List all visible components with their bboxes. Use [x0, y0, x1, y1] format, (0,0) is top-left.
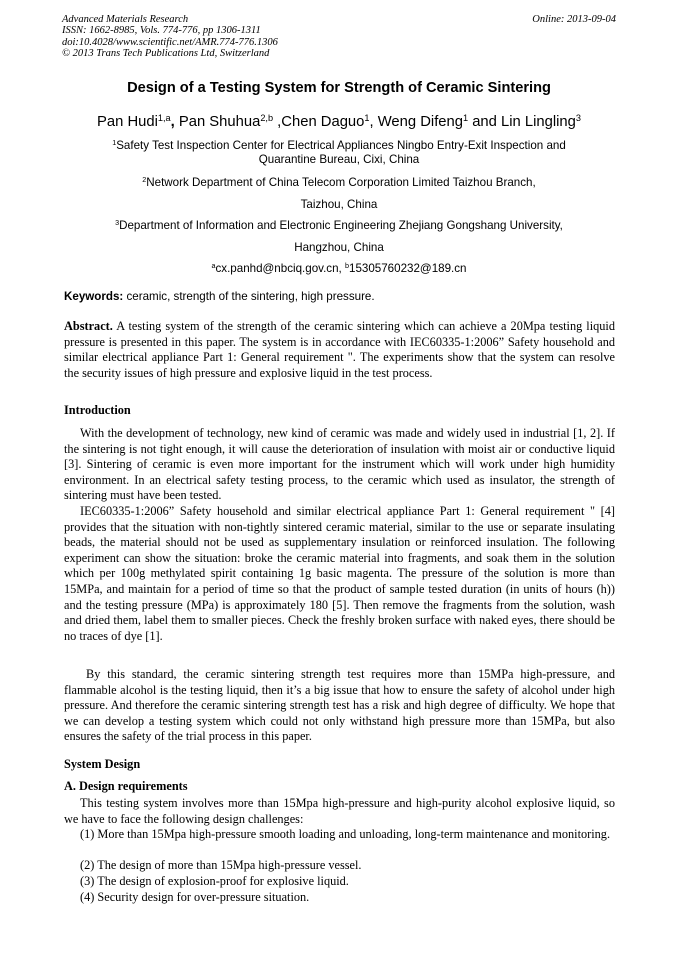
- abstract: [64, 319, 615, 381]
- author-superscript: 2,b: [260, 112, 274, 123]
- journal-header: [62, 14, 616, 59]
- author-superscript: 1: [364, 112, 370, 123]
- author-name: Pan Hudi: [97, 114, 158, 130]
- affiliation-text: Network Department of China Telecom Corporation Limited Taizhou Branch,: [146, 176, 536, 189]
- author-superscript: 1: [463, 112, 469, 123]
- keywords-label: Keywords:: [64, 290, 124, 303]
- affiliation-2-city: Taizhou, China: [300, 198, 378, 211]
- doi-line: doi:10.4028/www.scientific.net/AMR.774-776.1306: [62, 36, 278, 48]
- author-name: Lin Lingling: [501, 114, 576, 130]
- author-emails: [0, 262, 678, 276]
- issn-line: ISSN: 1662-8985, Vols. 774-776, pp 1306-1311: [62, 25, 261, 37]
- affiliation-text: Safety Test Inspection Center for Electrical Appliances Ningbo Entry-Exit Inspection and: [116, 139, 566, 152]
- paragraph: IEC60335-1:2006” Safety household and similar electrical appliance Part 1: General requirement " [4] provides that the situation with non-tightly sintered ceramic material, similar to the use or separate insulating beads, the material should not be used as supplementary insulation or reinforced insulation. The following experiment can show the situation: broke the ceramic material into fragments, and soak them in the solution which per 100g methylated spirit containing 1g basic magenta. The pressure of the solution is more than 15MPa, and maintain for a period of time so that the product of sample tested duration (in units of hours (h)) and the testing pressure (MPa) is approximately 180 [5]. Then remove the fragments from the solution, wash and dried them, label them to smaller pieces. Check the freshly broken surface with naked eyes, there should be no traces of dye [1].: [64, 504, 615, 643]
- affiliation-1: [0, 139, 678, 167]
- author-separator: and: [468, 114, 502, 130]
- email-superscript: a: [211, 261, 216, 271]
- journal-name: Advanced Materials Research: [62, 14, 189, 25]
- online-date: Online: 2013-09-04: [532, 14, 616, 25]
- author-superscript: 3: [575, 112, 581, 123]
- paragraph: By this standard, the ceramic sintering strength test requires more than 15MPa high-pressure, and flammable alcohol is the testing liquid, then it’s a big issue that how to ensure the safety of alcohol under high pressure. And therefore the ceramic sintering strength test has a risk and high degree of difficulty. We hope that we can develop a testing system which could not only withstand high pressure more than 15MPa, but also ensures the safety of the trial process in this paper.: [64, 667, 615, 744]
- email-superscript: b: [345, 261, 349, 271]
- affiliation-superscript: 2: [142, 175, 147, 185]
- affiliation-3: [0, 219, 678, 233]
- section-heading: System Design: [64, 757, 141, 771]
- author-name: Pan Shuhua: [178, 114, 261, 130]
- abstract-label: Abstract.: [64, 319, 113, 333]
- paragraph: With the development of technology, new kind of ceramic was made and widely used in industrial [1, 2]. If the sintering is not tight enough, it will cause the deterioration of insulation with moist air or conductive liquid [3]. Sintering of ceramic is even more important for the instrument which will work under high humidity environment. In an electrical safety testing process, to the ceramic which used as insulator, the strength of sintering must have been tested.: [64, 426, 615, 503]
- subsection-heading: A. Design requirements: [64, 779, 188, 793]
- paragraph: This testing system involves more than 15Mpa high-pressure and high-purity alcohol explosive liquid, so we have to face the following design challenges:: [64, 796, 615, 826]
- affiliation-3-city: Hangzhou, China: [294, 241, 384, 254]
- affiliation-superscript: 1: [112, 138, 117, 148]
- abstract-text: A testing system of the strength of the ceramic sintering which can achieve a 20Mpa testing liquid pressure is presented in this paper. The system is in accordance with IEC60335-1:2006” Safety household and similar electrical appliance Part 1: General requirement ". The experiments show that the system can resolve the security issues of high pressure and explosive liquid in the test process.: [64, 319, 615, 380]
- author-separator: ,: [170, 114, 179, 130]
- author-name: Weng Difeng: [377, 114, 463, 130]
- email-address: cx.panhd@nbciq.gov.cn,: [215, 262, 345, 275]
- author-separator: ,: [273, 114, 282, 130]
- author-list: [0, 114, 678, 130]
- email-address: 15305760232@189.cn: [349, 262, 467, 275]
- author-separator: ,: [369, 114, 378, 130]
- copyright-line: © 2013 Trans Tech Publications Ltd, Switzerland: [62, 47, 270, 59]
- affiliation-text: Quarantine Bureau, Cixi, China: [258, 153, 420, 166]
- author-name: Chen Daguo: [281, 114, 365, 130]
- keywords: [64, 290, 616, 303]
- list-item: (2) The design of more than 15Mpa high-pressure vessel.: [80, 858, 362, 872]
- affiliation-text: Department of Information and Electronic Engineering Zhejiang Gongshang University,: [119, 219, 563, 232]
- section-heading: Introduction: [64, 403, 131, 417]
- affiliation-superscript: 3: [115, 218, 120, 228]
- author-superscript: 1,a: [157, 112, 171, 123]
- keywords-text: ceramic, strength of the sintering, high pressure.: [123, 290, 375, 303]
- affiliation-2: [0, 176, 678, 190]
- list-item: (3) The design of explosion-proof for explosive liquid.: [80, 874, 349, 888]
- list-item: (1) More than 15Mpa high-pressure smooth loading and unloading, long-term maintenance and monitoring.: [80, 827, 611, 841]
- paper-title: Design of a Testing System for Strength of Ceramic Sintering: [127, 80, 551, 96]
- list-item: (4) Security design for over-pressure situation.: [80, 890, 310, 904]
